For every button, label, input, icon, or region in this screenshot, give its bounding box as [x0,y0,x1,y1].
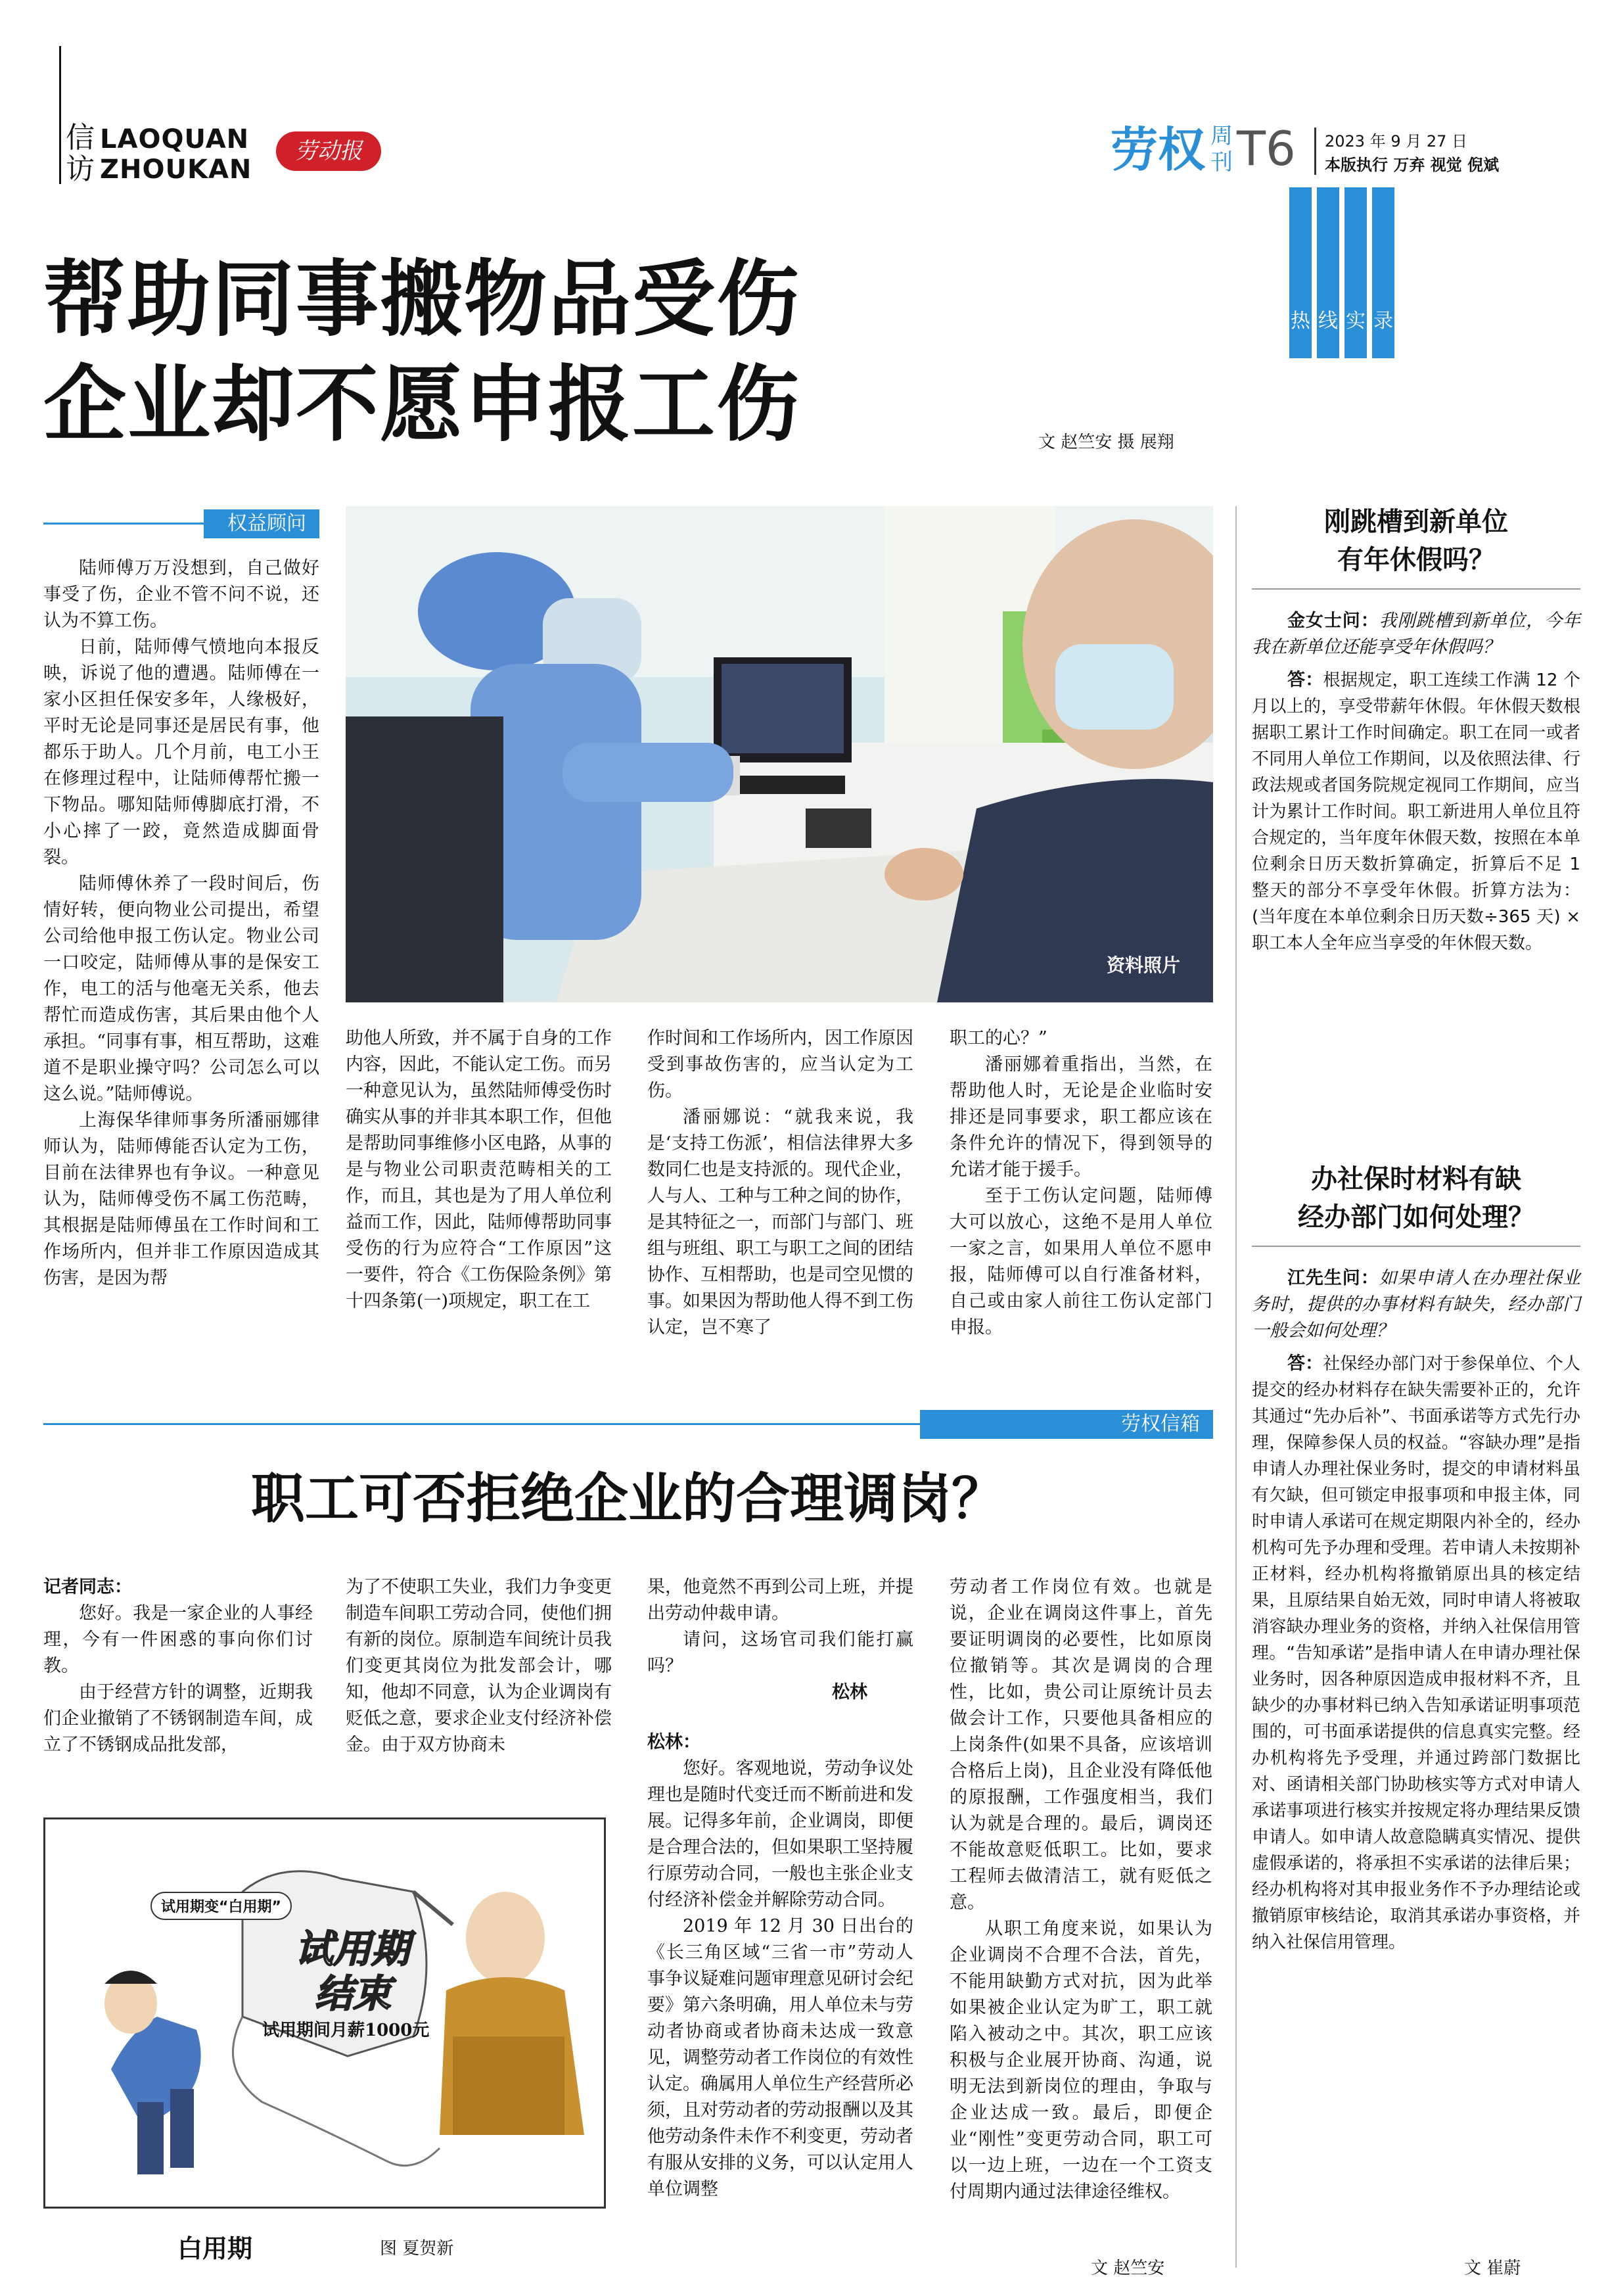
article1-byline: 文 赵竺安 摄 展翔 [1038,433,1174,452]
article1-col2 [346,1025,612,1315]
sidebar-byline: 文 崔蔚 [1464,2259,1521,2278]
q2-block [1252,1265,1580,1956]
cartoon-caption: 白用期 [177,2234,253,2263]
section-name: 劳权 [1111,122,1206,177]
paragraph: 上海保华律师事务所潘丽娜律师认为，陆师傅能否认定为工伤，目前在法律界也有争议。一种意见认为，陆师傅受伤不属工伤范畴，其根据是陆师傅虽在工作时间和工作场所内，但并非工作原因造成其伤害，是因为帮 [43,1110,319,1288]
article1-title-line1: 帮助同事搬物品受伤 [43,250,800,348]
cartoon-credit: 图 夏贺新 [380,2239,454,2259]
paragraph: 由于经营方针的调整，近期我们企业撤销了不锈钢制造车间，成立了不锈钢成品批发部， [43,1682,313,1755]
article-photo [346,506,1213,1002]
letter-col3 [647,1574,913,2203]
hotline-char: 实 [1346,310,1366,333]
paragraph: 劳动者工作岗位有效。也就是说，企业在调岗这件事上，首先要证明调岗的必要性，比如原岗位撤销等。其次是调岗的合理性，比如，贵公司让原统计员去做会计工作，只要他具备相应的上岗条件(如果不具备，应该培训合格后上岗)，且企业没有降低他的原报酬，工作强度相当，我们认为就是合理的。最后，调岗还不能故意贬低职工。比如，要求工程师去做清洁工，就有贬低之意。 [950,1577,1212,1913]
paragraph: 从职工角度来说，如果认为企业调岗不合理不合法，首先，不能用缺勤方式对抗，因为此举如果被企业认定为旷工，职工就陷入被动之中。其次，职工应该积极与企业展开协商、沟通，说明无法到新岗位的理由，争取与企业达成一致。最后，即便企业“刚性”变更劳动合同，职工可以一边上班，一边在一个工资支付周期内通过法律途径维权。 [950,1919,1212,2202]
q1-asker: 金女士问： [1287,611,1379,631]
q2-answer-label: 答： [1287,1353,1323,1374]
article1-col4 [950,1025,1212,1341]
q2-asker: 江先生问： [1287,1268,1379,1288]
letter-col1 [43,1574,313,1758]
q1-answer: 根据规定，职工连续工作满 12 个月以上的，享受带薪年休假。年休假天数根据职工累计工作时间确定。职工在同一或者不同用人单位工作期间，以及依照法律、行政法规或者国务院规定视同工作期间，应当计为累计工作时间。职工新进用人单位且符合规定的，当年度年休假天数，按照在本单位剩余日历天数折算确定，折算后不足 1 整天的部分不享受年休假。折算方法为：(当年度在本单位剩余日历天数÷365 天) ×职工本人全年应当享受的年休假天数。 [1252,670,1580,953]
masthead-rule [59,46,61,184]
article2-byline: 文 赵竺安 [1091,2259,1165,2278]
hotline-char: 热 [1291,310,1310,333]
letter-greeting: 记者同志： [43,1577,132,1597]
q2-title-line1: 办社保时材料有缺 [1311,1163,1521,1194]
hotline-char: 线 [1318,310,1338,333]
paragraph: 您好。客观地说，劳动争议处理也是随时代变迁而不断前进和发展。记得多年前，企业调岗，即便是合理合法的，但如果职工坚持履行原劳动合同，一般也主张企业支付经济补偿金并解除劳动合同。 [647,1758,913,1910]
paragraph: 您好。我是一家企业的人事经理，今有一件困惑的事向你们讨教。 [43,1603,313,1676]
photo-illustration [346,506,1213,1002]
paragraph: 为了不使职工失业，我们力争变更制造车间职工劳动合同，使他们拥有新的岗位。原制造车间统计员我们变更其岗位为批发部会计，哪知，他却不同意，认为企业调岗有贬低之意，要求企业支付经济补偿金。由于双方协商未 [346,1577,612,1755]
q1-title-line1: 刚跳槽到新单位 [1324,506,1508,537]
section-zhou: 周 [1210,123,1233,149]
hotline-char: 录 [1373,310,1393,333]
cartoon-scroll-title2: 结束 [315,1971,392,2016]
reply-col4 [950,1574,1212,2205]
newspaper-logo: 劳动报 [276,131,381,171]
page-editors: 本版执行 万弃 视觉 倪斌 [1325,156,1500,174]
cartoon-frame [43,1817,606,2209]
paragraph: 职工的心？” [950,1028,1047,1048]
paragraph: 请问，这场官司我们能打赢吗？ [647,1629,913,1676]
masthead-line2: ZHOUKAN [100,154,252,185]
letter-col2 [346,1574,612,1758]
paragraph: 2019 年 12 月 30 日出台的《长三角区域“三省一市”劳动人事争议疑难问题审理意见研讨会纪要》第六条明确，用人单位未与劳动者协商或者协商未达成一致意见，调整劳动者工作岗位的有效性认定。确属用人单位生产经营所必须，且对劳动者的劳动报酬以及其他劳动条件未作不利变更，劳动者有服从安排的义务，可以认定用人单位调整 [647,1916,913,2199]
article1-tag: 权益顾问 [204,509,319,538]
article2-tag: 劳权信箱 [920,1410,1213,1439]
q2-title-line2: 经办部门如何处理？ [1298,1202,1534,1232]
paragraph: 潘丽娜着重指出，当然，在帮助他人时，无论是企业临时安排还是同事要求，职工都应该在条件允许的情况下，得到领导的允诺才能于援手。 [950,1054,1212,1180]
q1-title-rule [1252,588,1580,590]
q2-answer: 社保经办部门对于参保单位、个人提交的经办材料存在缺失需要补正的，允许其通过“先办后补”、书面承诺等方式先行办理，保障参保人员的权益。“容缺办理”是指申请人办理社保业务时，提交的申请材料虽有欠缺，但可锁定申报事项和申报主体，同时申请人承诺可在规定期限内补全的，经办机构可先予办理和受理。若申请人未按期补正材料，经办机构将撤销原出具的核定结果，且原结果自始无效，同时申请人将被取消容缺办理业务的资格，并纳入社保信用管理。“告知承诺”是指申请人在申请办理社保业务时，因各种原因造成申报材料不齐，且缺少的办事材料已纳入告知承诺证明事项范围的，可书面承诺提供的信息真实完整。经办机构将先予受理，并通过跨部门数据比对、函请相关部门协助核实等方式对申请人承诺事项进行核实并按规定将办理结果反馈申请人。如申请人故意隐瞒真实情况、提供虚假承诺的，将承担不实承诺的法律后果；经办机构将对其申报业务作不予办理结论或撤销原审核结论，取消其承诺办事资格，并纳入社保信用管理。 [1252,1354,1580,1952]
cartoon-scroll-title1: 试用期 [295,1927,410,1971]
paragraph: 果，他竟然不再到公司上班，并提出劳动仲裁申请。 [647,1577,913,1624]
article2-title: 职工可否拒绝企业的合理调岗？ [250,1467,1005,1530]
q1-title-line2: 有年休假吗？ [1337,544,1495,575]
page-number: T6 [1237,121,1296,176]
photo-caption: 资料照片 [1106,954,1180,976]
q2-title-rule [1252,1246,1580,1247]
masthead-vert-a: 信 [66,121,95,154]
masthead-divider [1314,128,1316,175]
paragraph: 陆师傅万万没想到，自己做好事受了伤，企业不管不问不说，还认为不算工伤。 [43,558,319,631]
article1-col3 [647,1025,913,1341]
masthead-vert-b: 访 [66,152,95,186]
section-kan: 刊 [1210,149,1233,176]
masthead-line1: LAOQUAN [100,124,250,154]
paragraph: 作时间和工作场所内，因工作原因受到事故伤害的，应当认定为工伤。 [647,1028,913,1101]
paragraph: 潘丽娜说：“就我来说，我是‘支持工伤派’，相信法律界大多数同仁也是支持派的。现代企业，人与人、工种与工种之间的协作，是其特征之一，而部门与部门、班组与班组、职工与职工之间的团结协作、互相帮助，也是司空见惯的事。如果因为帮助他人得不到工伤认定，岂不寒了 [647,1107,913,1338]
letter-signature: 松林 [832,1682,867,1702]
masthead [0,0,1608,197]
sidebar-divider [1235,506,1237,2268]
hotline-tag [1289,187,1394,358]
paragraph: 至于工伤认定问题，陆师傅大可以放心，这绝不是用人单位一家之言，如果用人单位不愿申报，陆师傅可以自行准备材料，自己或由家人前往工伤认定部门申报。 [950,1186,1212,1338]
cartoon-speech: 试用期变“白用期” [150,1892,292,1920]
q1-answer-label: 答： [1287,670,1323,690]
issue-date: 2023 年 9 月 27 日 [1325,132,1468,151]
q1-question: 我刚跳槽到新单位，今年我在新单位还能享受年休假吗？ [1252,611,1581,657]
article1-col1 [43,555,319,1292]
q1-block [1252,608,1580,956]
q2-question: 如果申请人在办理社保业务时，提供的办事材料有缺失，经办部门一般会如何处理？ [1252,1268,1581,1341]
paragraph: 日前，陆师傅气愤地向本报反映，诉说了他的遭遇。陆师傅在一家小区担任保安多年，人缘极好，平时无论是同事还是居民有事，他都乐于助人。几个月前，电工小王在修理过程中，让陆师傅帮忙搬一下物品。哪知陆师傅脚底打滑，不小心摔了一跤，竟然造成脚面骨裂。 [43,637,319,868]
article1-title-line2: 企业却不愿申报工伤 [43,356,800,453]
paragraph: 陆师傅休养了一段时间后，伤情好转，便向物业公司提出，希望公司给他申报工伤认定。物业公司一口咬定，陆师傅从事的是保安工作，电工的活与他毫无关系，他去帮忙而造成伤害，其后果由他个人承担。“同事有事，相互帮助，这难道不是职业操守吗？公司怎么可以这么说。”陆师傅说。 [43,874,319,1104]
reply-greeting: 松林： [647,1732,701,1752]
paragraph: 助他人所致，并不属于自身的工作内容，因此，不能认定工伤。而另一种意见认为，虽然陆师傅受伤时确实从事的并非其本职工作，但他是帮助同事维修小区电路，从事的是与物业公司职责范畴相关的工作，而且，其也是为了用人单位利益而工作，因此，陆师傅帮助同事受伤的行为应符合“工作原因”这一要件，符合《工伤保险条例》第十四条第(一)项规定，职工在工 [346,1028,612,1311]
cartoon-scroll-note: 试用期间月薪1000元 [262,2021,430,2040]
